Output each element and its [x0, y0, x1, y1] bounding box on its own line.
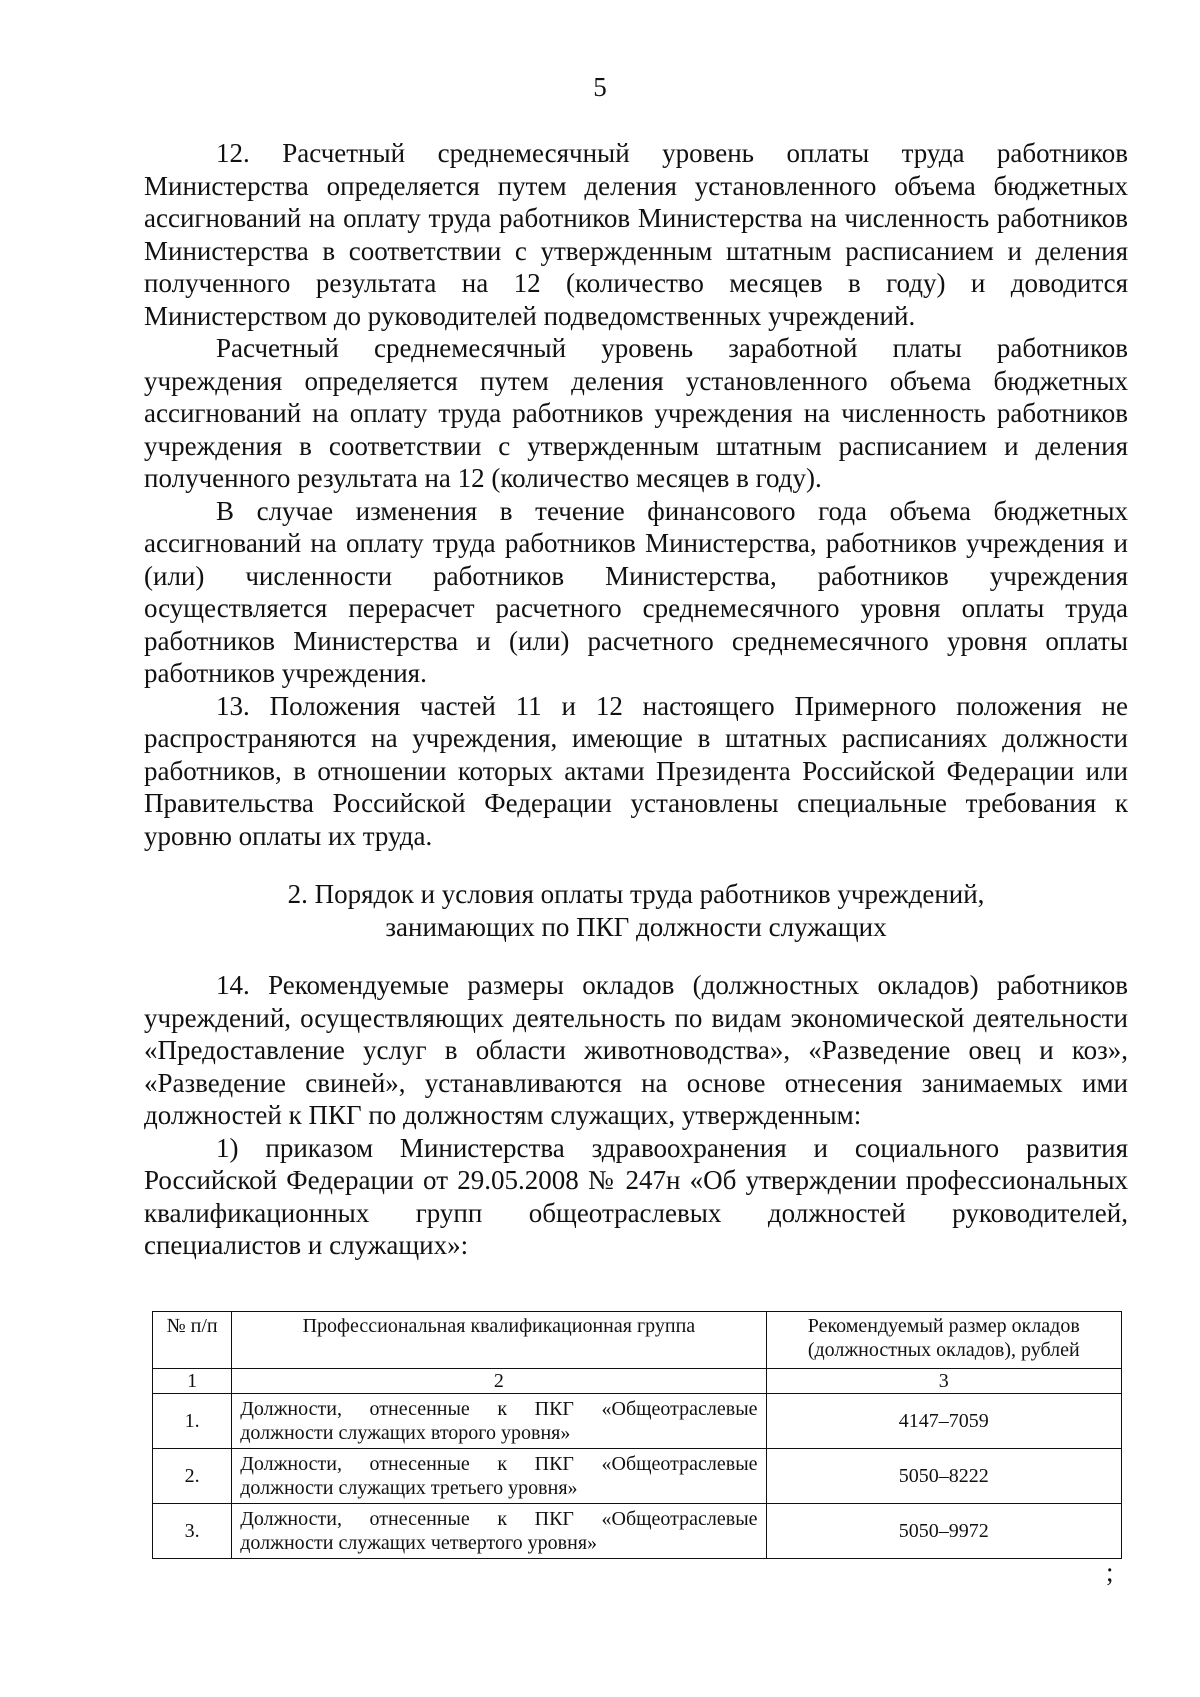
column-number-2: 2: [232, 1369, 766, 1394]
row-number: 2.: [153, 1449, 232, 1504]
section-title: [144, 878, 1128, 943]
page-number: 5: [593, 72, 607, 102]
column-number-3: 3: [766, 1369, 1121, 1394]
row-number: 3.: [153, 1504, 232, 1559]
paragraph-monthly-salary: Расчетный среднемесячный уровень заработной платы работников учреждения определяется путем деления установленного объема бюджетных ассигнований на оплату труда работников учреждения на численность работников учреждения в соответствии с утвержденным штатным расписанием и деления полученного результата на 12 (количество месяцев в году).: [144, 333, 1128, 493]
row-salary: 5050–9972: [766, 1504, 1121, 1559]
header-group: Профессиональная квалификационная группа: [232, 1312, 766, 1369]
table-row: [153, 1394, 1122, 1449]
row-group: Должности, отнесенные к ПКГ «Общеотраслевые должности служащих четвертого уровня»: [232, 1504, 766, 1559]
row-number: 1.: [153, 1394, 232, 1449]
document-body: [144, 137, 1128, 1262]
section-title-line1: 2. Порядок и условия оплаты труда работников учреждений,: [287, 879, 985, 909]
row-salary: 5050–8222: [766, 1449, 1121, 1504]
row-salary: 4147–7059: [766, 1394, 1121, 1449]
paragraph-13: 13. Положения частей 11 и 12 настоящего Примерного положения не распространяются на учреждения, имеющие в штатных расписаниях должности работников, в отношении которых актами Президента Российской Федерации или Правительства Российской Федерации установлены специальные требования к уровню оплаты их труда.: [144, 690, 1128, 851]
salary-table: [152, 1311, 1122, 1559]
row-group: Должности, отнесенные к ПКГ «Общеотраслевые должности служащих второго уровня»: [232, 1394, 766, 1449]
header-salary: Рекомендуемый размер окладов (должностных окладов), рублей: [766, 1312, 1121, 1369]
trailing-semicolon: ;: [1106, 1557, 1114, 1587]
table-header-row: [153, 1312, 1122, 1369]
row-group: Должности, отнесенные к ПКГ «Общеотраслевые должности служащих третьего уровня»: [232, 1449, 766, 1504]
paragraph-order-reference: 1) приказом Министерства здравоохранения и социального развития Российской Федерации от 29.05.2008 № 247н «Об утверждении профессиональных квалификационных групп общеотраслевых должностей руководителей, специалистов и служащих»:: [144, 1132, 1128, 1260]
table-row: [153, 1449, 1122, 1504]
table-column-number-row: [153, 1369, 1122, 1394]
section-title-line2: занимающих по ПКГ должности служащих: [385, 911, 887, 942]
paragraph-12: 12. Расчетный среднемесячный уровень оплаты труда работников Министерства определяется путем деления установленного объема бюджетных ассигнований на оплату труда работников Министерства на численность работников Министерства в соответствии с утвержденным штатным расписанием и деления полученного результата на 12 (количество месяцев в году) и доводится Министерством до руководителей подведомственных учреждений.: [144, 138, 1128, 331]
table-row: [153, 1504, 1122, 1559]
paragraph-14: 14. Рекомендуемые размеры окладов (должностных окладов) работников учреждений, осуществляющих деятельность по видам экономической деятельности «Предоставление услуг в области животноводства», «Разведение овец и коз», «Разведение свиней», устанавливаются на основе отнесения занимаемых ими должностей к ПКГ по должностям служащих, утвержденным:: [144, 970, 1128, 1130]
paragraph-recalculation: В случае изменения в течение финансового года объема бюджетных ассигнований на оплату труда работников Министерства, работников учреждения и (или) численности работников Министерства, работников учреждения осуществляется перерасчет расчетного среднемесячного уровня оплаты труда работников Министерства и (или) расчетного среднемесячного уровня оплаты работников учреждения.: [144, 495, 1128, 688]
column-number-1: 1: [153, 1369, 232, 1394]
header-number: № п/п: [153, 1312, 232, 1369]
